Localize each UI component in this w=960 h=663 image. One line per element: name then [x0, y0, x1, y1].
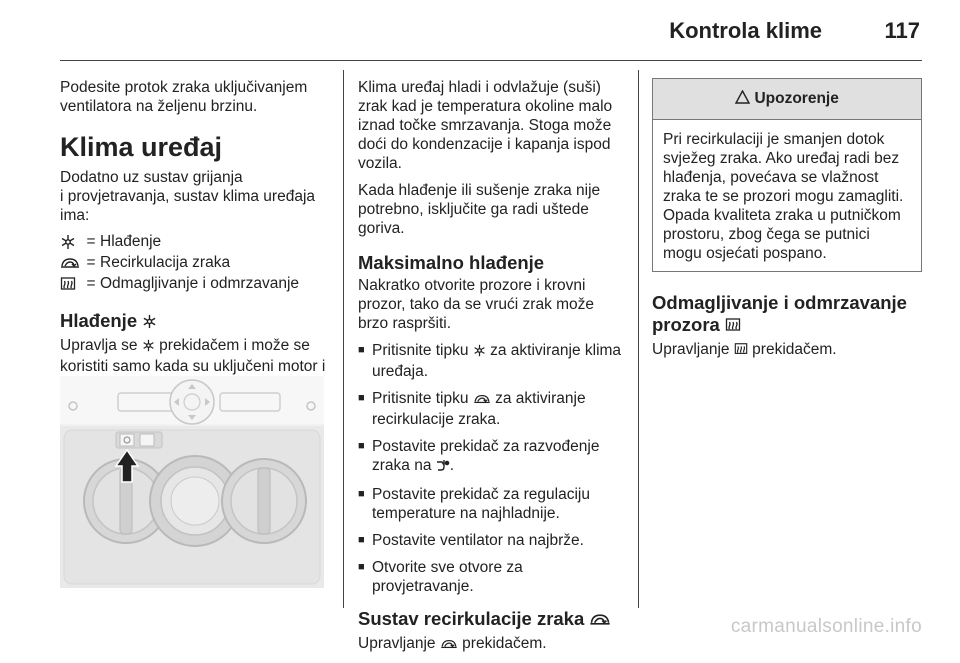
bullet-marker: ■ — [358, 561, 365, 573]
climate-control-panel-photo — [60, 376, 324, 588]
warning-header — [653, 79, 921, 120]
legend-label-recirculation: Recirkulacija zraka — [100, 254, 231, 271]
column-1 — [60, 78, 328, 403]
legend-equals: = — [86, 233, 96, 250]
cooling-text-post: prekidačem i može se koristiti samo kada su uključeni motor i — [60, 337, 326, 375]
recirculation-paragraph — [358, 634, 624, 655]
list-item — [358, 531, 624, 550]
snowflake-icon — [473, 343, 486, 362]
step-text: za aktiviranje klima uređaja. — [372, 342, 622, 380]
page-number: 117 — [884, 18, 920, 43]
column-divider-1 — [343, 70, 344, 608]
bullet-marker: ■ — [358, 344, 365, 356]
column-3 — [652, 78, 922, 369]
legend-row-defrost — [60, 273, 328, 294]
recirculation-icon — [473, 391, 491, 410]
bullet-marker: ■ — [358, 534, 365, 546]
step-text: za aktiviranje recirkulacije zraka. — [372, 390, 586, 428]
warning-title: Upozorenje — [754, 90, 839, 107]
list-item — [358, 437, 624, 477]
list-item — [358, 558, 624, 596]
step-text: Postavite prekidač za regulaciju temperature na najhladnije. — [372, 486, 590, 522]
ac-description-line1: Dodatno uz sustav grijanja — [60, 169, 243, 186]
section-heading-air-conditioning: Klima uređaj — [60, 132, 223, 162]
column-divider-2 — [638, 70, 639, 608]
defrost-icon — [734, 342, 748, 361]
defrost-text-pre: Upravljanje — [652, 341, 730, 358]
warning-text: Pri recirkulaciji je smanjen dotok svježeg zraka. Ako uređaj radi bez hlađenja, povećava se vlažnost zraka te se prozori mogu zamagliti. Opada kvaliteta zraka u putničkom prostoru, zbog čega se putnici mogu osjećati pospano. — [663, 131, 904, 262]
snowflake-icon — [142, 312, 157, 334]
page-title: Kontrola klime — [669, 18, 822, 43]
symbol-legend — [60, 231, 328, 294]
warning-triangle-icon — [735, 80, 750, 94]
fuel-saving-paragraph: Kada hlađenje ili sušenje zraka nije potrebno, isključite ga radi uštede goriva. — [358, 182, 601, 237]
step-text: Postavite ventilator na najbrže. — [372, 532, 584, 549]
recirculation-icon — [589, 610, 611, 632]
step-text: Pritisnite tipku — [372, 390, 469, 407]
max-cooling-steps — [358, 341, 624, 596]
legend-label-cooling: Hlađenje — [100, 233, 162, 250]
step-text: Otvorite sve otvore za provjetravanje. — [372, 559, 523, 595]
defrost-text-post: prekidačem. — [752, 341, 837, 358]
step-text: Postavite prekidač za razvođenje zraka na — [372, 438, 600, 474]
header-divider — [60, 60, 922, 61]
legend-row-recirculation — [60, 252, 328, 273]
cooling-heading-text: Hlađenje — [60, 310, 138, 331]
recirculation-text-post: prekidačem. — [462, 635, 547, 652]
defrost-paragraph — [652, 340, 922, 361]
step-text: . — [449, 457, 455, 474]
section-heading-recirculation — [358, 608, 624, 632]
intro-paragraph: Podesite protok zraka uključivanjem ventilatora na željenu brzinu. — [60, 79, 308, 115]
legend-equals: = — [86, 275, 96, 292]
max-cooling-paragraph: Nakratko otvorite prozore i krovni prozor, tako da se vrući zrak može brzo raspršiti. — [358, 277, 595, 332]
cooling-text-pre: Upravlja se — [60, 337, 138, 354]
legend-row-cooling — [60, 231, 328, 252]
defrost-heading-line2: prozora — [652, 314, 720, 335]
defrost-icon — [725, 316, 741, 338]
list-item — [358, 389, 624, 429]
warning-box — [652, 78, 922, 272]
column-2 — [358, 78, 624, 663]
snowflake-icon — [60, 234, 82, 250]
bullet-marker: ■ — [358, 488, 365, 500]
list-item — [358, 485, 624, 523]
defrost-icon — [60, 276, 82, 292]
ac-description — [60, 168, 328, 225]
section-heading-max-cooling: Maksimalno hlađenje — [358, 252, 545, 273]
snowflake-icon — [142, 338, 155, 357]
bullet-marker: ■ — [358, 392, 365, 404]
legend-equals: = — [86, 254, 96, 271]
ac-function-paragraph: Klima uređaj hladi i odvlažuje (suši) zrak kad je temperatura okoline malo iznad točke smrzavanja. Stoga može doći do kondenzacije i kapanja ispod vozila. — [358, 79, 613, 172]
bullet-marker: ■ — [358, 440, 365, 452]
air-distribution-icon — [436, 458, 450, 477]
list-item — [358, 341, 624, 381]
recirculation-icon — [440, 636, 458, 655]
recirculation-text-pre: Upravljanje — [358, 635, 436, 652]
recirculation-heading-text: Sustav recirkulacije zraka — [358, 608, 585, 629]
section-heading-cooling — [60, 310, 328, 334]
defrost-heading-line1: Odmagljivanje i odmrzavanje — [652, 292, 907, 313]
step-text: Pritisnite tipku — [372, 342, 469, 359]
section-heading-defrost — [652, 292, 922, 338]
legend-label-defrost: Odmagljivanje i odmrzavanje — [100, 275, 300, 292]
recirculation-icon — [60, 256, 82, 270]
ac-description-line2: i provjetravanja, sustav klima uređaja ima: — [60, 188, 316, 224]
watermark: carmanualsonline.info — [730, 616, 922, 637]
